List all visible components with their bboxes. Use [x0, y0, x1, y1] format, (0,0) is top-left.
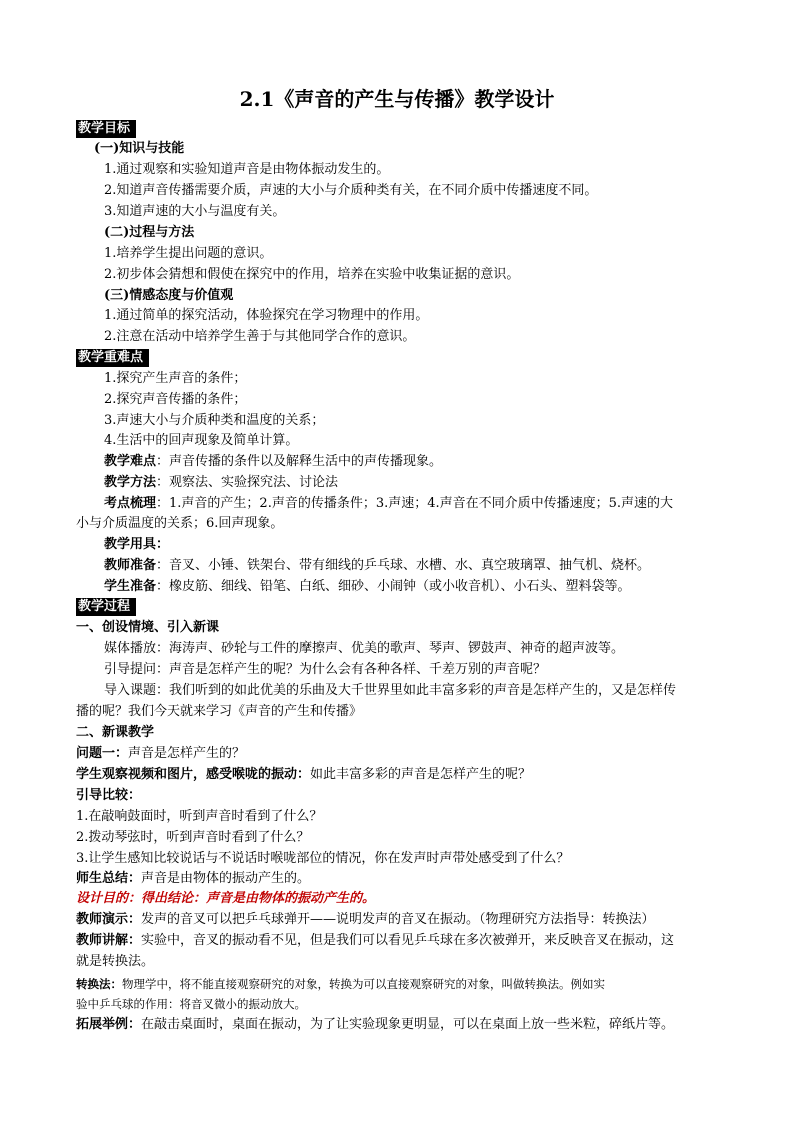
subheading-knowledge: (一)知识与技能	[94, 141, 185, 156]
label: 教师讲解：	[76, 933, 142, 948]
list-item: 1.探究产生声音的条件；	[104, 371, 247, 386]
text: 发声的音叉可以把乒乓球弹开——说明发声的音叉在振动。（物理研究方法指导：转换法）	[141, 912, 655, 927]
list-item: 1.在敲响鼓面时，听到声音时看到了什么？	[76, 809, 323, 824]
section-header-keypoints: 教学重难点	[76, 349, 149, 367]
extend-example	[76, 1016, 674, 1034]
conversion-method-continued: 验中乒乓球的作用：将音叉微小的振动放大。	[76, 997, 306, 1011]
list-item: 3.知道声速的大小与温度有关。	[104, 204, 286, 219]
list-item: 3.让学生感知比较说话与不说话时喉咙部位的情况，你在发声时声带处感受到了什么？	[76, 851, 570, 866]
section-header-process: 教学过程	[76, 598, 136, 616]
guide-question: 引导提问：声音是怎样产生的呢？为什么会有各种各样、千差万别的声音呢？	[104, 662, 547, 677]
student-prep	[104, 578, 631, 596]
summary	[76, 870, 310, 888]
list-item: 2.探究声音传播的条件；	[104, 392, 247, 407]
teaching-difficulty	[104, 453, 442, 471]
label: 学生观察视频和图片，感受喉咙的振动：	[76, 767, 311, 782]
compare-label: 引导比较：	[76, 788, 142, 803]
exam-points	[104, 495, 673, 513]
section-header-objectives: 教学目标	[76, 120, 136, 138]
page-title: 2.1《声音的产生与传播》教学设计	[239, 87, 555, 111]
list-item: 4.生活中的回声现象及简单计算。	[104, 433, 299, 448]
text: 如此丰富多彩的声音是怎样产生的呢？	[310, 767, 532, 782]
text: 声音是由物体的振动产生的。	[141, 871, 311, 886]
list-item: 2.初步体会猜想和假使在探究中的作用，培养在实验中收集证据的意识。	[104, 267, 520, 282]
question-one	[76, 745, 245, 763]
list-item: 2.知道声音传播需要介质，声速的大小与介质种类有关，在不同介质中传播速度不同。	[104, 183, 598, 198]
label: 问题一：	[76, 746, 129, 761]
label: 考点梳理	[104, 496, 157, 511]
list-item: 1.通过简单的探究活动，体验探究在学习物理中的作用。	[104, 308, 429, 323]
intro-topic: 导入课题：我们听到的如此优美的乐曲及大千世界里如此丰富多彩的声音是怎样产生的，又是怎样传	[104, 683, 677, 698]
label: 教学难点	[104, 454, 157, 469]
subheading-attitude: (三)情感态度与价值观	[104, 288, 234, 303]
part-heading: 一、创设情境、引入新课	[76, 620, 220, 635]
list-item: 1.培养学生提出问题的意识。	[104, 246, 273, 261]
teacher-explain	[76, 932, 674, 950]
intro-topic-continued: 播的呢？我们今天就来学习《声音的产生和传播》	[76, 704, 363, 719]
teacher-explain-continued: 就是转换法。	[76, 954, 155, 969]
text: 物理学中，将不能直接观察研究的对象，转换为可以直接观察研究的对象，叫做转换法。例如实	[122, 977, 605, 991]
design-purpose: 设计目的：得出结论：声音是由物体的振动产生的。	[76, 891, 376, 906]
teaching-tools: 教学用具：	[104, 537, 170, 552]
label: 教学方法	[104, 475, 157, 490]
list-item: 3.声速大小与介质种类和温度的关系；	[104, 413, 325, 428]
student-observe	[76, 766, 531, 784]
list-item: 2.注意在活动中培养学生善于与其他同学合作的意识。	[104, 329, 416, 344]
conversion-method	[76, 975, 605, 993]
media-play: 媒体播放：海涛声、砂轮与工件的摩擦声、优美的歌声、琴声、锣鼓声、神奇的超声波等。	[104, 641, 625, 656]
teaching-methods	[104, 474, 338, 492]
label: 拓展举例：	[76, 1017, 142, 1032]
label: 师生总结：	[76, 871, 142, 886]
label: 教师准备	[104, 558, 157, 573]
subheading-process: (二)过程与方法	[104, 225, 195, 240]
text: ：音叉、小锤、铁架台、带有细线的乒乓球、水槽、水、真空玻璃罩、抽气机、烧杯。	[156, 558, 651, 573]
text: 实验中，音叉的振动看不见，但是我们可以看见乒乓球在多次被弹开，来反映音叉在振动，这	[141, 933, 675, 948]
list-item: 2.拨动琴弦时，听到声音时看到了什么？	[76, 830, 310, 845]
exam-points-continued: 小与介质温度的关系；6.回声现象。	[76, 516, 284, 531]
list-item: 1.通过观察和实验知道声音是由物体振动发生的。	[104, 162, 390, 177]
text: ：声音传播的条件以及解释生活中的声传播现象。	[156, 454, 443, 469]
text: ：橡皮筋、细线、铅笔、白纸、细砂、小闹钟（或小收音机）、小石头、塑料袋等。	[156, 579, 631, 594]
part-heading: 二、新课教学	[76, 725, 155, 740]
label: 转换法：	[76, 977, 122, 991]
label: 教师演示：	[76, 912, 142, 927]
text: 在敲击桌面时，桌面在振动，为了让实验现象更明显，可以在桌面上放一些米粒，碎纸片等。	[141, 1017, 675, 1032]
text: ：观察法、实验探究法、讨论法	[156, 475, 339, 490]
text: ：1.声音的产生；2.声音的传播条件；3.声速；4.声音在不同介质中传播速度；5.声速的大	[156, 496, 674, 511]
teacher-prep	[104, 557, 650, 575]
label: 学生准备	[104, 579, 157, 594]
teacher-demo	[76, 911, 655, 929]
text: 声音是怎样产生的？	[128, 746, 246, 761]
